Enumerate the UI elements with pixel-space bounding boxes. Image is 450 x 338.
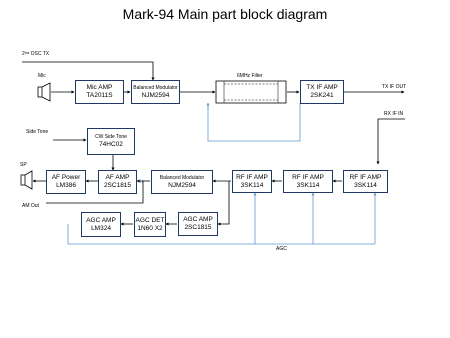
am-out-label: AM Out	[22, 203, 39, 209]
block-title: RF IF AMP	[349, 173, 382, 181]
block-title: RF IF AMP	[236, 173, 268, 181]
block-part: LM386	[56, 182, 76, 189]
block-part: 3SK114	[240, 181, 264, 189]
osc-tx-label	[22, 51, 49, 57]
filter-label: 6MHz Filter	[237, 73, 263, 79]
agc-label: AGC	[276, 246, 287, 252]
af-power-block	[46, 170, 86, 194]
rf1-to-agc-wire	[218, 181, 229, 224]
rx-if-in-wire	[378, 119, 405, 164]
agc-det-block	[134, 212, 166, 237]
block-part: 2SC1815	[103, 182, 132, 189]
agc-amp-2sc1815-block	[178, 212, 218, 236]
tx-if-amp-block	[300, 80, 344, 104]
block-part: NJM2594	[141, 91, 170, 99]
cw-side-tone-block	[87, 128, 135, 155]
block-title: Mic AMP	[86, 84, 113, 91]
block-title: AGC AMP	[183, 216, 213, 223]
block-title: AF AMP	[105, 174, 130, 181]
block-part: 2SC1815	[184, 224, 212, 231]
filter-block	[216, 81, 286, 103]
side-tone-label: Side Tone	[26, 129, 49, 135]
block-part: NJM2594	[168, 181, 196, 189]
block-part: 1N60 X2	[137, 224, 163, 232]
block-part: TA2011S	[86, 92, 113, 99]
block-title: AF Power	[51, 174, 81, 181]
sp-label: SP	[20, 162, 27, 168]
diagram-title: Mark-94 Main part block diagram	[122, 6, 328, 22]
block-title: Balanced Modulator	[133, 84, 178, 91]
osc-tx-rest: OSC TX	[29, 51, 50, 57]
block-part: 74HC02	[99, 141, 123, 148]
af-amp-block	[98, 170, 137, 194]
osc-tx-sup: nd	[24, 50, 30, 55]
tx-if-out-label: TX IF OUT	[382, 84, 407, 90]
block-title: CW Side Tone	[95, 134, 127, 140]
osc-tx-ordinal: 2	[22, 51, 25, 57]
mic-symbol	[38, 83, 50, 101]
rf-if-amp-3-block	[343, 170, 388, 193]
agc-amp-lm324-block	[81, 212, 121, 237]
block-title: AGC AMP	[86, 216, 116, 224]
block-title: AGC DET	[135, 216, 165, 224]
rx-if-in-label: RX IF IN	[384, 111, 404, 117]
block-part: 3SK114	[296, 181, 320, 189]
block-part: 3SK114	[354, 181, 377, 189]
rf-if-amp-2-block	[283, 170, 333, 193]
block-title: Balanced Modulator	[159, 174, 205, 181]
block-title: TX IF AMP	[306, 84, 338, 91]
balanced-modulator-rx-block	[151, 170, 213, 194]
svg-text:×: ×	[139, 177, 144, 186]
speaker-symbol	[21, 171, 32, 189]
block-part: 2SK241	[310, 92, 334, 99]
filter-feedback-wire	[208, 103, 300, 141]
rf-if-amp-1-block	[232, 170, 272, 193]
block-part: LM324	[91, 224, 111, 232]
mic-amp-block	[75, 80, 124, 104]
balanced-modulator-tx-block	[131, 80, 180, 104]
mic-label: Mic	[38, 73, 46, 79]
block-title: RF IF AMP	[292, 173, 324, 181]
